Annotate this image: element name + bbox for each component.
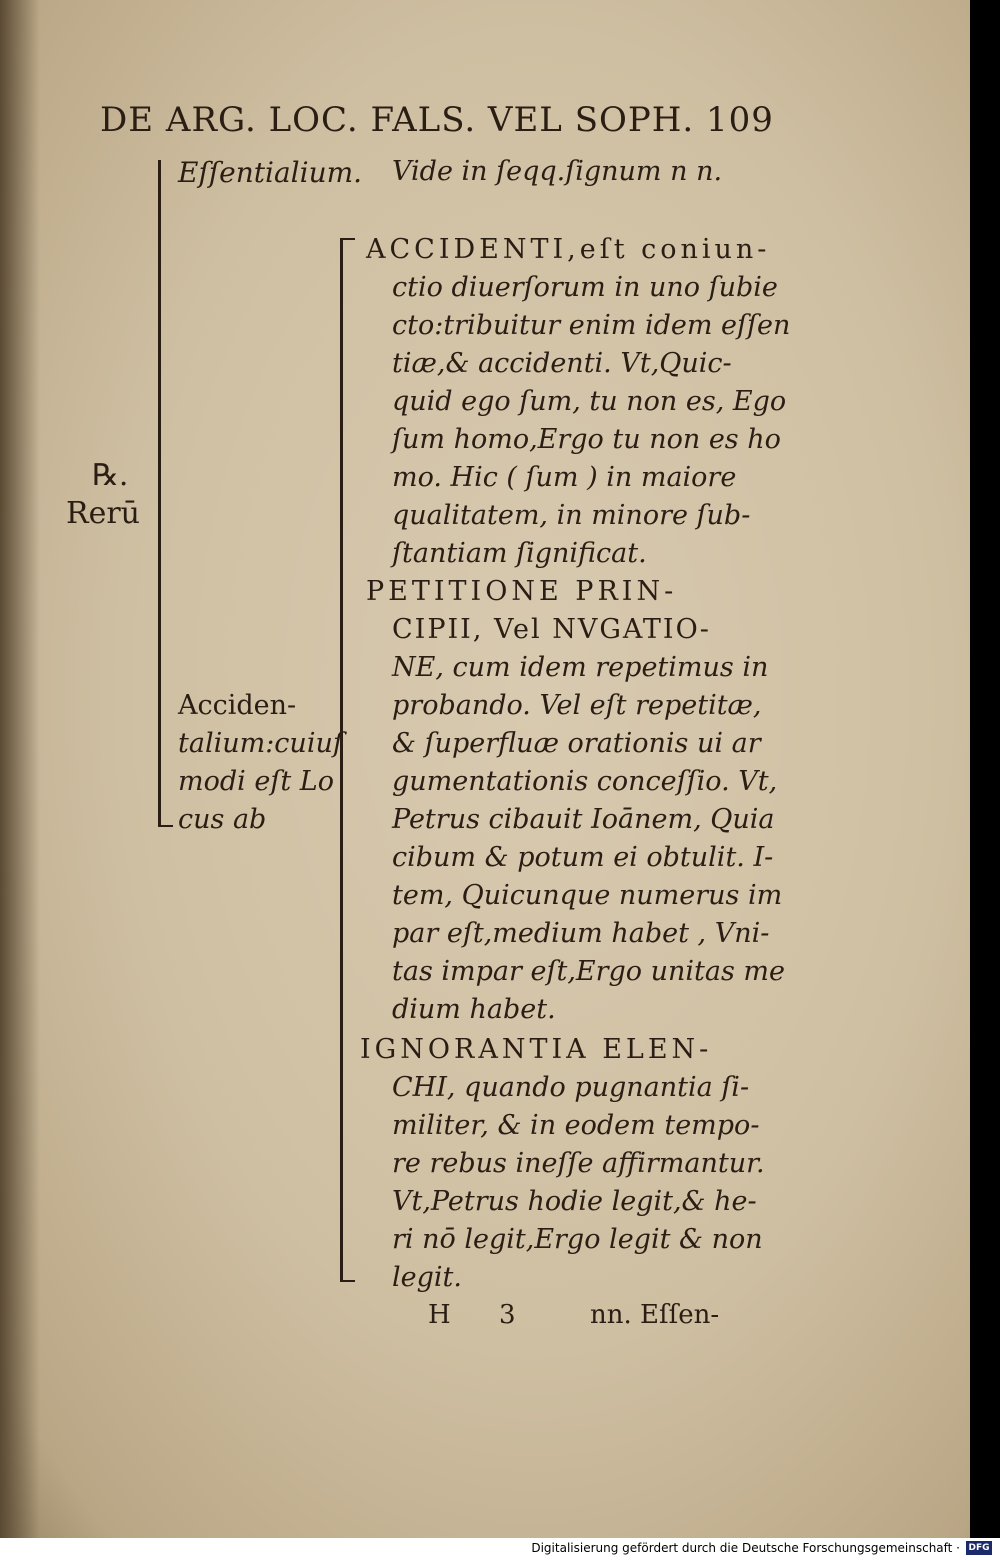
accidentalium-line-2: talium:cuiuſ xyxy=(178,728,343,759)
text-line: PETITIONE PRIN‐ xyxy=(366,576,678,607)
rerum-label: Rerū xyxy=(66,496,141,531)
text-line: ctio diuerſorum in uno ſubie xyxy=(392,272,778,303)
signature-mark: H 3 xyxy=(428,1300,516,1330)
text-line: re rebus ineſſe affirmantur. xyxy=(392,1148,765,1179)
text-line: & ſuperfluæ orationis ui ar xyxy=(392,728,761,759)
outer-brace xyxy=(158,160,173,827)
text-line: CHI, quando pugnantia ſi‐ xyxy=(392,1072,750,1103)
catchword: nn. Eſſen‐ xyxy=(590,1300,720,1330)
inner-brace xyxy=(340,238,355,1282)
text-line: CIPII, Vel NVGATIO‐ xyxy=(392,614,711,645)
dfg-logo: DFG xyxy=(966,1541,992,1555)
accidentalium-line-1: Acciden‐ xyxy=(178,690,297,721)
text-line: par eſt,medium habet , Vni‐ xyxy=(392,918,770,949)
text-line: dium habet. xyxy=(392,994,556,1025)
text-line: Vt,Petrus hodie legit,& he‐ xyxy=(392,1186,757,1217)
text-line: mo. Hic ( ſum ) in maiore xyxy=(392,462,737,493)
accidentalium-line-4: cus ab xyxy=(178,804,267,835)
margin-mark: ℞. xyxy=(92,458,129,493)
essentialium-label: Eſſentialium. xyxy=(178,156,363,189)
text-line: tiæ,& accidenti. Vt,Quic‐ xyxy=(392,348,732,379)
credit-text: Digitalisierung gefördert durch die Deutsche Forschungsgemeinschaft · xyxy=(531,1541,960,1555)
essentialium-ref: Vide in ſeqq.ſignum n n. xyxy=(392,156,723,187)
text-line: ACCIDENTI,eſt coniun‐ xyxy=(366,234,771,265)
text-line: ſum homo,Ergo tu non es ho xyxy=(392,424,781,455)
text-line: tas impar eſt,Ergo unitas me xyxy=(392,956,786,987)
text-line: Petrus cibauit Ioānem, Quia xyxy=(392,804,775,835)
text-line: probando. Vel eſt repetitæ, xyxy=(392,690,762,721)
text-line: qualitatem, in minore ſub‐ xyxy=(392,500,751,531)
text-line: militer, & in eodem tempo‐ xyxy=(392,1110,760,1141)
text-line: tem, Quicunque numerus im xyxy=(392,880,783,911)
text-line: NE, cum idem repetimus in xyxy=(392,652,769,683)
text-line: legit. xyxy=(392,1262,462,1293)
text-line: cibum & potum ei obtulit. I‐ xyxy=(392,842,774,873)
text-line: cto:tribuitur enim idem eſſen xyxy=(392,310,791,341)
text-line: quid ego ſum, tu non es, Ego xyxy=(392,386,787,417)
text-line: ſtantiam ſignificat. xyxy=(392,538,647,569)
running-header: DE ARG. LOC. FALS. VEL SOPH. 109 xyxy=(100,100,774,140)
text-line: gumentationis conceſſio. Vt, xyxy=(392,766,778,797)
accidentalium-line-3: modi eſt Lo xyxy=(178,766,334,797)
text-line: IGNORANTIA ELEN‐ xyxy=(360,1034,713,1065)
text-line: ri nō legit,Ergo legit & non xyxy=(392,1224,763,1255)
